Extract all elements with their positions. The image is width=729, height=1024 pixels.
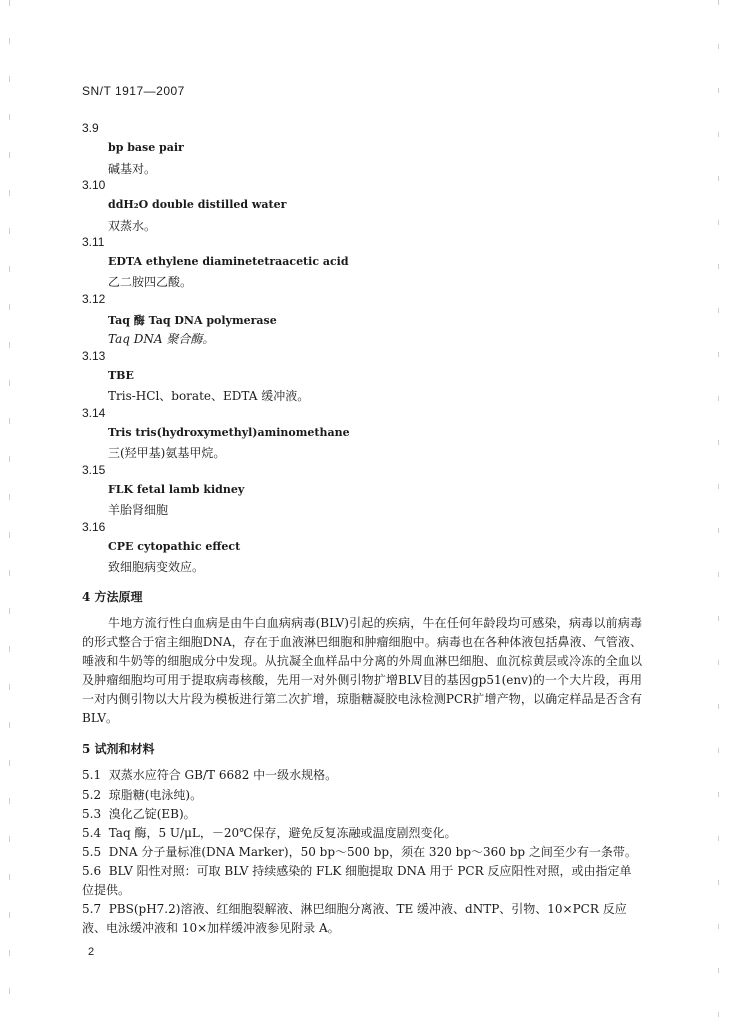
list-item: [82, 805, 642, 824]
item-number: 5.5: [82, 845, 102, 859]
item-text: PBS(pH7.2)溶液、红细胞裂解液、淋巴细胞分离液、TE 缓冲液、dNTP、引物、10×PCR 反应液、电泳缓冲液和 10×加样缓冲液参见附录 A。: [82, 902, 627, 935]
section-heading: 4 方法原理: [82, 590, 143, 604]
item-number: 5.6: [82, 864, 102, 878]
list-item: [82, 766, 642, 785]
term-definition: 羊胎肾细胞: [108, 503, 169, 517]
term-name: FLK fetal lamb kidney: [108, 483, 245, 496]
page-number: 2: [88, 946, 95, 958]
list-item: [82, 900, 642, 938]
term-number: 3.10: [82, 178, 106, 192]
term-definition: 乙二胺四乙酸。: [108, 275, 193, 289]
item-number: 5.3: [82, 807, 102, 821]
item-number: 5.2: [82, 788, 102, 802]
item-text: BLV 阳性对照：可取 BLV 持续感染的 FLK 细胞提取 DNA 用于 PCR 反应阳性对照，或由指定单位提供。: [82, 864, 632, 897]
item-number: 5.4: [82, 826, 102, 840]
term-name: Tris tris(hydroxymethyl)aminomethane: [108, 426, 350, 439]
term-name: TBE: [108, 369, 134, 382]
item-text: 溴化乙锭(EB)。: [108, 807, 196, 821]
list-item: [82, 824, 642, 843]
list-item: [82, 843, 642, 862]
section-paragraph: 牛地方流行性白血病是由牛白血病病毒(BLV)引起的疾病，牛在任何年龄段均可感染，病毒以前病毒的形式整合于宿主细胞DNA，存在于血液淋巴细胞和肿瘤细胞中。病毒也在各种体液包括鼻液、气管液、唾液和牛奶等的细胞成分中发现。从抗凝全血样品中分离的外周血淋巴细胞、血沉棕黄层或冷冻的全血以及肿瘤细胞均可用于提取病毒核酸，先用一对外侧引物扩增BLV目的基因gp51(env)的一个大片段，再用一对内侧引物以大片段为模板进行第二次扩增，琼脂糖凝胶电泳检测PCR扩增产物，以确定样品是否含有BLV。: [82, 616, 642, 725]
term-definition: 双蒸水。: [108, 219, 157, 233]
term-number: 3.13: [82, 349, 106, 363]
term-number: 3.14: [82, 406, 106, 420]
standard-number-header: SN/T 1917—2007: [82, 84, 185, 98]
term-number: 3.15: [82, 463, 106, 477]
term-name: EDTA ethylene diaminetetraacetic acid: [108, 255, 349, 268]
term-name: bp base pair: [108, 141, 184, 154]
term-definition: Taq DNA 聚合酶。: [108, 332, 215, 346]
term-number: 3.16: [82, 520, 106, 534]
term-name: ddH₂O double distilled water: [108, 198, 287, 211]
item-text: DNA 分子量标准(DNA Marker)，50 bp～500 bp，须在 320 bp～360 bp 之间至少有一条带。: [108, 845, 637, 859]
section-heading: 5 试剂和材料: [82, 742, 155, 756]
item-number: 5.1: [82, 768, 102, 782]
term-definition: 致细胞病变效应。: [108, 560, 205, 574]
term-name: CPE cytopathic effect: [108, 540, 241, 553]
list-item: [82, 786, 642, 805]
scan-edge-left: [9, 0, 10, 1024]
term-definition: 三(羟甲基)氨基甲烷。: [108, 446, 226, 460]
term-definition: 碱基对。: [108, 162, 157, 176]
term-number: 3.11: [82, 235, 105, 249]
item-text: 琼脂糖(电泳纯)。: [108, 788, 203, 802]
item-number: 5.7: [82, 902, 102, 916]
list-item: [82, 862, 642, 900]
item-text: Taq 酶，5 U/μL，－20℃保存，避免反复冻融或温度剧烈变化。: [108, 826, 457, 840]
item-text: 双蒸水应符合 GB/T 6682 中一级水规格。: [108, 768, 338, 782]
term-name: Taq 酶 Taq DNA polymerase: [108, 314, 277, 327]
term-number: 3.12: [82, 292, 106, 306]
scan-edge-right: [718, 0, 719, 1024]
term-number: 3.9: [82, 121, 99, 135]
term-definition: Tris-HCl、borate、EDTA 缓冲液。: [108, 389, 310, 403]
